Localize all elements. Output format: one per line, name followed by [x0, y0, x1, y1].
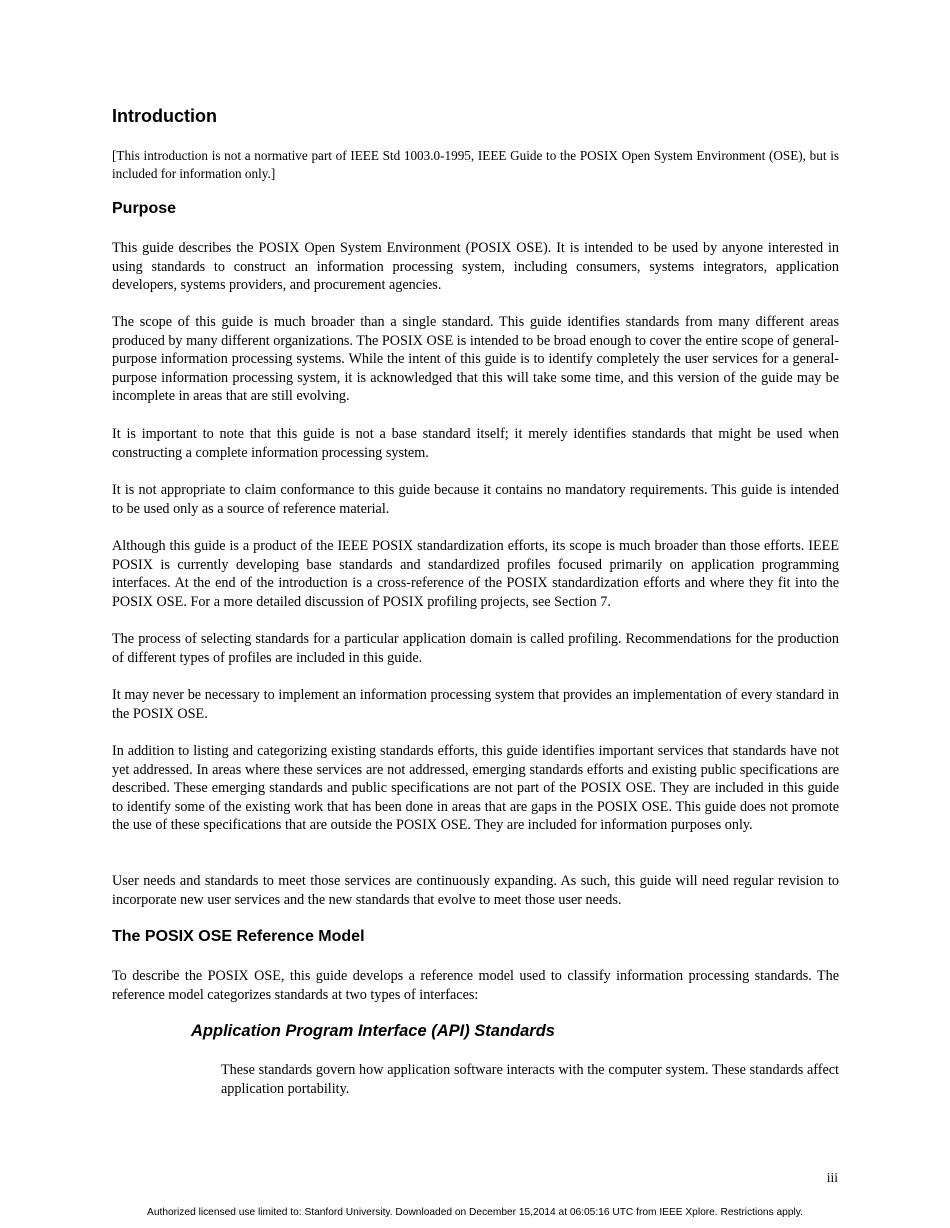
purpose-paragraph-6: The process of selecting standards for a particular application domain is called profiling. Recommendations for the production of different types of profiles are included in this guide. — [112, 631, 839, 666]
purpose-paragraph-5: Although this guide is a product of the IEEE POSIX standardization efforts, its scope is much broader than those efforts. IEEE POSIX is currently developing base standards and standardized profiles focused primarily on application programming interfaces. At the end of the introduction is a cross-reference of the POSIX standardization efforts and where they fit into the POSIX OSE. For a more detailed discussion of POSIX profiling projects, see Section 7. — [112, 538, 839, 610]
reference-model-paragraph: To describe the POSIX OSE, this guide develops a reference model used to classify information processing standards. The reference model categorizes standards at two types of interfaces: — [112, 968, 839, 1003]
purpose-paragraph-7: It may never be necessary to implement an information processing system that provides an implementation of every standard in the POSIX OSE. — [112, 687, 839, 722]
purpose-paragraph-1: This guide describes the POSIX Open System Environment (POSIX OSE). It is intended to be used by anyone interested in using standards to construct an information processing system, including consumers, systems integrators, application developers, systems providers, and procurement agencies. — [112, 240, 839, 294]
introduction-heading: Introduction — [112, 106, 217, 126]
reference-model-heading: The POSIX OSE Reference Model — [112, 928, 365, 945]
purpose-paragraph-3: It is important to note that this guide is not a base standard itself; it merely identifies standards that might be used when constructing a complete information processing system. — [112, 426, 839, 461]
purpose-paragraph-9: User needs and standards to meet those services are continuously expanding. As such, this guide will need regular revision to incorporate new user services and the new standards that evolve to meet those user needs. — [112, 873, 839, 908]
license-footer: Authorized licensed use limited to: Stanford University. Downloaded on December 15,2014 at 06:05:16 UTC from IEEE Xplore. Restrictions apply. — [147, 1207, 803, 1218]
purpose-paragraph-2: The scope of this guide is much broader than a single standard. This guide identifies standards from many different areas produced by many different organizations. The POSIX OSE is intended to be broad enough to cover the entire scope of general-purpose information processing systems. While the intent of this guide is to identify completely the user services for a general-purpose information processing system, it is acknowledged that this will take some time, and this version of the guide may be incomplete in areas that are still evolving. — [112, 314, 839, 405]
purpose-paragraph-8: In addition to listing and categorizing existing standards efforts, this guide identifies important services that standards have not yet addressed. In areas where these services are not addressed, emerging standards efforts and existing public specifications are described. These emerging standards and public specifications are not part of the POSIX OSE. They are included in this guide to identify some of the existing work that has been done in areas that are gaps in the POSIX OSE. This guide does not promote the use of these specifications that are outside the POSIX OSE. They are included for information purposes only. — [112, 743, 839, 834]
api-standards-heading: Application Program Interface (API) Standards — [191, 1022, 555, 1040]
purpose-heading: Purpose — [112, 200, 177, 217]
purpose-paragraph-4: It is not appropriate to claim conformance to this guide because it contains no mandatory requirements. This guide is intended to be used only as a source of reference material. — [112, 482, 839, 517]
api-standards-paragraph: These standards govern how application software interacts with the computer system. These standards affect application portability. — [221, 1062, 839, 1097]
page-number: iii — [826, 1170, 838, 1185]
informative-note: [This introduction is not a normative part of IEEE Std 1003.0-1995, IEEE Guide to the POSIX Open System Environment (OSE), but is included for information only.] — [112, 148, 839, 181]
